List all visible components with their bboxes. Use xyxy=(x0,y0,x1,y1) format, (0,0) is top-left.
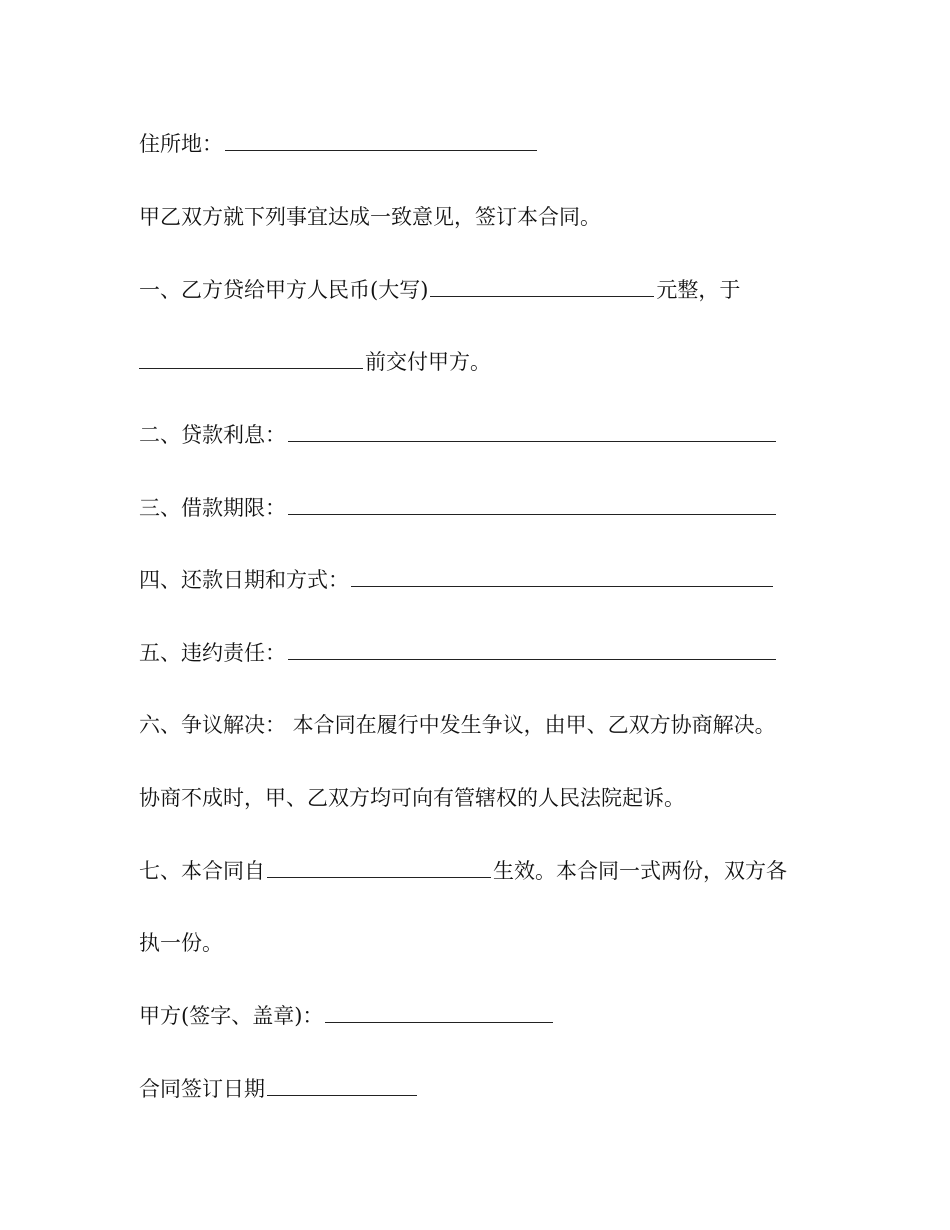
clause2-label: 二、贷款利息： xyxy=(139,423,286,447)
clause6-cont-text: 协商不成时，甲、乙双方均可向有管辖权的人民法院起诉。 xyxy=(139,786,685,810)
sign-date-blank xyxy=(267,1075,417,1096)
party-a-sign-label: 甲方(签字、盖章)： xyxy=(139,1004,324,1028)
clause1-line xyxy=(139,275,740,305)
term-blank xyxy=(288,494,776,515)
clause3-label: 三、借款期限： xyxy=(139,496,286,520)
liability-blank xyxy=(288,639,776,660)
intro-text: 甲乙双方就下列事宜达成一致意见，签订本合同。 xyxy=(139,205,601,229)
sign-date-line xyxy=(139,1074,419,1104)
clause6-text: 六、争议解决： 本合同在履行中发生争议，由甲、乙双方协商解决。 xyxy=(139,713,776,737)
effective-date-blank xyxy=(267,857,491,878)
clause7-cont-text: 执一份。 xyxy=(139,931,223,955)
clause5-line xyxy=(139,638,778,668)
clause6-cont-line xyxy=(139,783,685,813)
clause4-label: 四、还款日期和方式： xyxy=(139,568,349,592)
clause1-cont-line xyxy=(139,347,491,377)
clause6-line xyxy=(139,710,776,740)
clause7-suffix: 生效。本合同一式两份，双方各 xyxy=(493,859,787,883)
interest-blank xyxy=(288,421,776,442)
address-label: 住所地： xyxy=(139,132,223,156)
party-a-sign-blank xyxy=(325,1002,553,1023)
clause2-line xyxy=(139,420,778,450)
clause1-mid: 元整，于 xyxy=(656,278,741,302)
clause1-prefix: 一、乙方贷给甲方人民币(大写) xyxy=(139,278,429,302)
clause5-label: 五、违约责任： xyxy=(139,641,286,665)
clause1-suffix: 前交付甲方。 xyxy=(365,350,491,374)
clause7-cont-line xyxy=(139,928,223,958)
clause3-line xyxy=(139,493,778,523)
clause7-prefix: 七、本合同自 xyxy=(139,859,265,883)
party-a-sign-line xyxy=(139,1001,555,1031)
delivery-date-blank xyxy=(139,348,363,369)
sign-date-label: 合同签订日期 xyxy=(139,1077,265,1101)
address-blank xyxy=(225,130,537,151)
clause7-line xyxy=(139,856,787,886)
address-line xyxy=(139,129,539,159)
intro-line xyxy=(139,202,601,232)
repayment-blank xyxy=(351,566,773,587)
clause4-line xyxy=(139,565,775,595)
loan-amount-blank xyxy=(430,276,654,297)
